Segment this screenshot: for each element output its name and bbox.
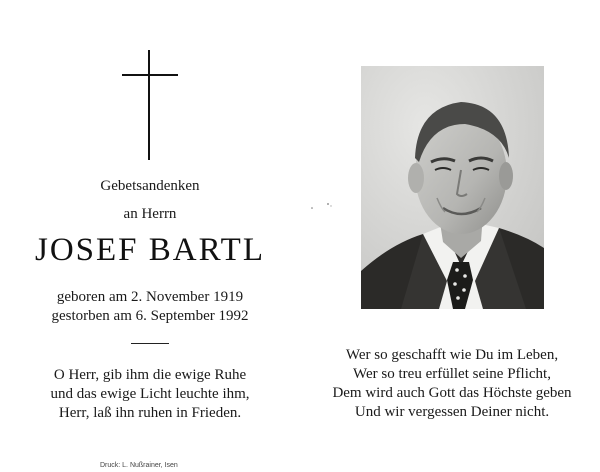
cross-icon: [120, 50, 180, 160]
cross-horizontal-bar: [122, 74, 178, 76]
life-dates: [20, 288, 280, 326]
prayer-line: O Herr, gib ihm die ewige Ruhe: [53, 367, 247, 383]
death-date: gestorben am 6. September 1992: [51, 308, 249, 324]
prayer-line: und das ewige Licht leuchte ihm,: [50, 386, 250, 402]
printer-credit: Druck: L. Nußrainer, Isen: [100, 462, 178, 469]
portrait-illustration: [361, 66, 544, 309]
memorial-verse: [322, 346, 582, 422]
verse-line: Wer so geschafft wie Du im Leben,: [345, 347, 559, 363]
speck-marks: [308, 200, 338, 212]
verse-line: Wer so treu erfüllet seine Pflicht,: [353, 366, 551, 382]
card-salutation: an Herrn: [123, 206, 177, 222]
cross-vertical-bar: [148, 50, 150, 160]
verse-line: Dem wird auch Gott das Höchste geben: [332, 385, 572, 401]
birth-date: geboren am 2. November 1919: [56, 289, 244, 305]
prayer-line: Herr, laß ihn ruhen in Frieden.: [58, 405, 242, 421]
card-heading: Gebetsandenken: [100, 178, 200, 194]
deceased-name: JOSEF BARTL: [35, 232, 265, 268]
portrait-photo: [361, 66, 544, 309]
verse-line: Und wir vergessen Deiner nicht.: [354, 404, 550, 420]
divider-line: [131, 343, 169, 344]
prayer-text: [20, 366, 280, 423]
